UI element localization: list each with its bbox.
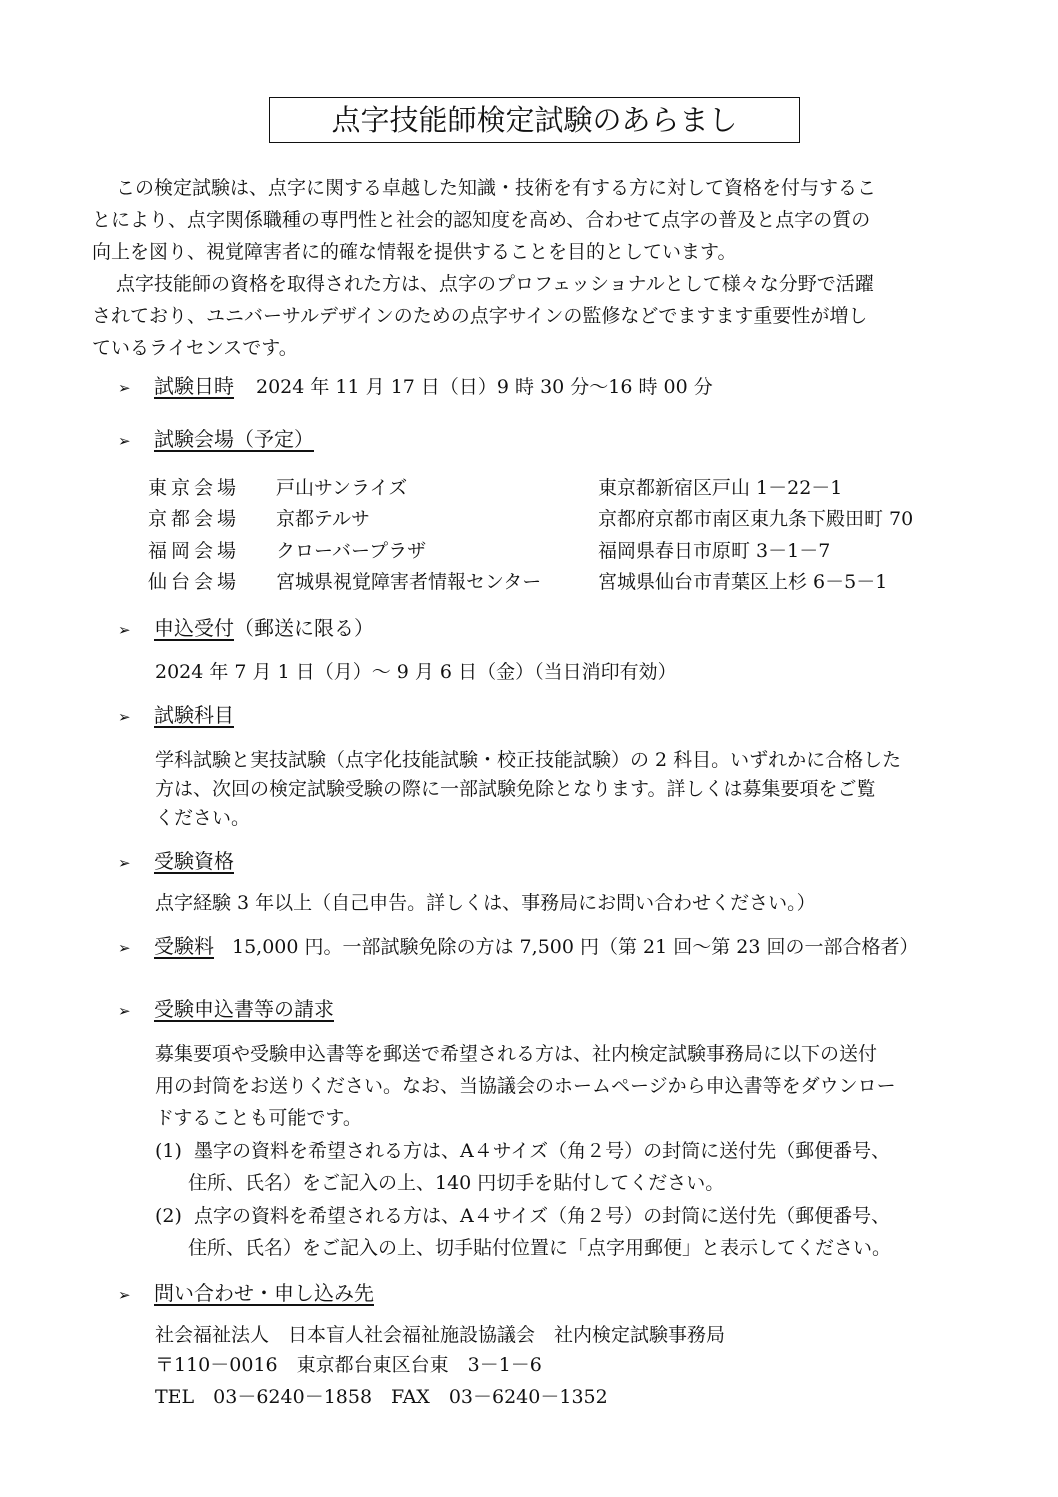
- request-item-number: (1): [155, 1140, 182, 1162]
- venue-place: 宮城県視覚障害者情報センター: [276, 571, 542, 593]
- bullet-arrow-icon: ➢: [118, 432, 131, 450]
- section-request: [118, 995, 334, 1025]
- request-item-1-line2: 住所、氏名）をご記入の上、140 円切手を貼付してください。: [188, 1172, 725, 1194]
- request-heading: 受験申込書等の請求: [154, 997, 334, 1021]
- intro-p2-line2: されており、ユニバーサルデザインのための点字サインの監修などでますます重要性が増し: [92, 305, 868, 327]
- venue-place: 京都テルサ: [276, 508, 371, 530]
- section-venues: [118, 425, 314, 455]
- venue-name: 京都会場: [148, 508, 241, 530]
- contact-address: 〒110－0016 東京都台東区台東 3－1－6: [155, 1354, 542, 1376]
- request-item-1: [155, 1135, 890, 1167]
- contact-organization: 社会福祉法人 日本盲人社会福祉施設協議会 社内検定試験事務局: [155, 1324, 726, 1346]
- intro-p1-line1: この検定試験は、点字に関する卓越した知識・技術を有する方に対して資格を付与するこ: [116, 177, 877, 199]
- section-fee: [118, 932, 919, 962]
- bullet-arrow-icon: ➢: [118, 621, 131, 639]
- venue-name: 仙台会場: [148, 571, 241, 593]
- request-line3: ドすることも可能です。: [155, 1107, 362, 1129]
- section-exam-date: [118, 372, 713, 402]
- venue-name: 東京会場: [148, 477, 241, 499]
- bullet-arrow-icon: ➢: [118, 1286, 131, 1304]
- section-application: [118, 614, 374, 644]
- contact-phone-fax: TEL 03－6240－1858 FAX 03－6240－1352: [155, 1386, 608, 1408]
- request-item-2-line2: 住所、氏名）をご記入の上、切手貼付位置に「点字用郵便」と表示してください。: [188, 1237, 892, 1259]
- venue-address: 東京都新宿区戸山 1－22－1: [598, 477, 843, 499]
- venue-row: [148, 566, 887, 598]
- bullet-arrow-icon: ➢: [118, 708, 131, 726]
- application-period: 2024 年 7 月 1 日（月）～ 9 月 6 日（金）（当日消印有効）: [155, 661, 677, 683]
- venue-place: 戸山サンライズ: [276, 477, 408, 499]
- bullet-arrow-icon: ➢: [118, 1002, 131, 1020]
- fee-heading: 受験料: [154, 934, 214, 958]
- venue-name: 福岡会場: [148, 540, 241, 562]
- bullet-arrow-icon: ➢: [118, 854, 131, 872]
- intro-p1-line3: 向上を図り、視覚障害者に的確な情報を提供することを目的としています。: [92, 241, 737, 263]
- intro-p2-line3: ているライセンスです。: [92, 337, 298, 359]
- request-item-line1: 点字の資料を希望される方は、A４サイズ（角２号）の封筒に送付先（郵便番号、: [193, 1205, 891, 1227]
- request-item-2: [155, 1200, 890, 1232]
- bullet-arrow-icon: ➢: [118, 379, 131, 397]
- bullet-arrow-icon: ➢: [118, 939, 131, 957]
- exam-date-heading: 試験日時: [154, 374, 234, 398]
- subjects-line3: ください。: [155, 807, 251, 829]
- request-item-line1: 墨字の資料を希望される方は、A４サイズ（角２号）の封筒に送付先（郵便番号、: [193, 1140, 891, 1162]
- contact-heading: 問い合わせ・申し込み先: [154, 1281, 374, 1305]
- section-subjects: [118, 701, 234, 731]
- request-line1: 募集要項や受験申込書等を郵送で希望される方は、社内検定試験事務局に以下の送付: [155, 1043, 878, 1065]
- exam-date-text: 2024 年 11 月 17 日（日）9 時 30 分～16 時 00 分: [256, 376, 713, 398]
- application-note: （郵送に限る）: [234, 616, 374, 640]
- request-line2: 用の封筒をお送りください。なお、当協議会のホームページから申込書等をダウンロー: [155, 1075, 896, 1097]
- application-heading: 申込受付: [154, 616, 234, 640]
- venue-address: 京都府京都市南区東九条下殿田町 70: [598, 508, 914, 530]
- section-qualification: [118, 847, 234, 877]
- venue-row: [148, 535, 830, 567]
- venues-heading: 試験会場（予定）: [154, 427, 314, 451]
- subjects-heading: 試験科目: [154, 703, 234, 727]
- subjects-line1: 学科試験と実技試験（点字化技能試験・校正技能試験）の 2 科目。いずれかに合格した: [155, 749, 902, 771]
- subjects-line2: 方は、次回の検定試験受験の際に一部試験免除となります。詳しくは募集要項をご覧: [155, 778, 876, 800]
- venue-address: 宮城県仙台市青葉区上杉 6－5－1: [598, 571, 888, 593]
- venue-row: [148, 472, 842, 504]
- intro-p2-line1: 点字技能師の資格を取得された方は、点字のプロフェッショナルとして様々な分野で活躍: [116, 273, 874, 295]
- qualification-heading: 受験資格: [154, 849, 234, 873]
- venue-address: 福岡県春日市原町 3－1－7: [598, 540, 831, 562]
- qualification-text: 点字経験 3 年以上（自己申告。詳しくは、事務局にお問い合わせください。）: [155, 892, 816, 914]
- intro-p1-line2: とにより、点字関係職種の専門性と社会的認知度を高め、合わせて点字の普及と点字の質の: [92, 209, 871, 231]
- section-contact: [118, 1279, 374, 1309]
- page-title: 点字技能師検定試験のあらまし: [269, 97, 800, 143]
- venue-place: クローバープラザ: [276, 540, 427, 562]
- request-item-number: (2): [155, 1205, 182, 1227]
- fee-text: 15,000 円。一部試験免除の方は 7,500 円（第 21 回～第 23 回の一部合格者）: [232, 936, 919, 958]
- venue-row: [148, 503, 913, 535]
